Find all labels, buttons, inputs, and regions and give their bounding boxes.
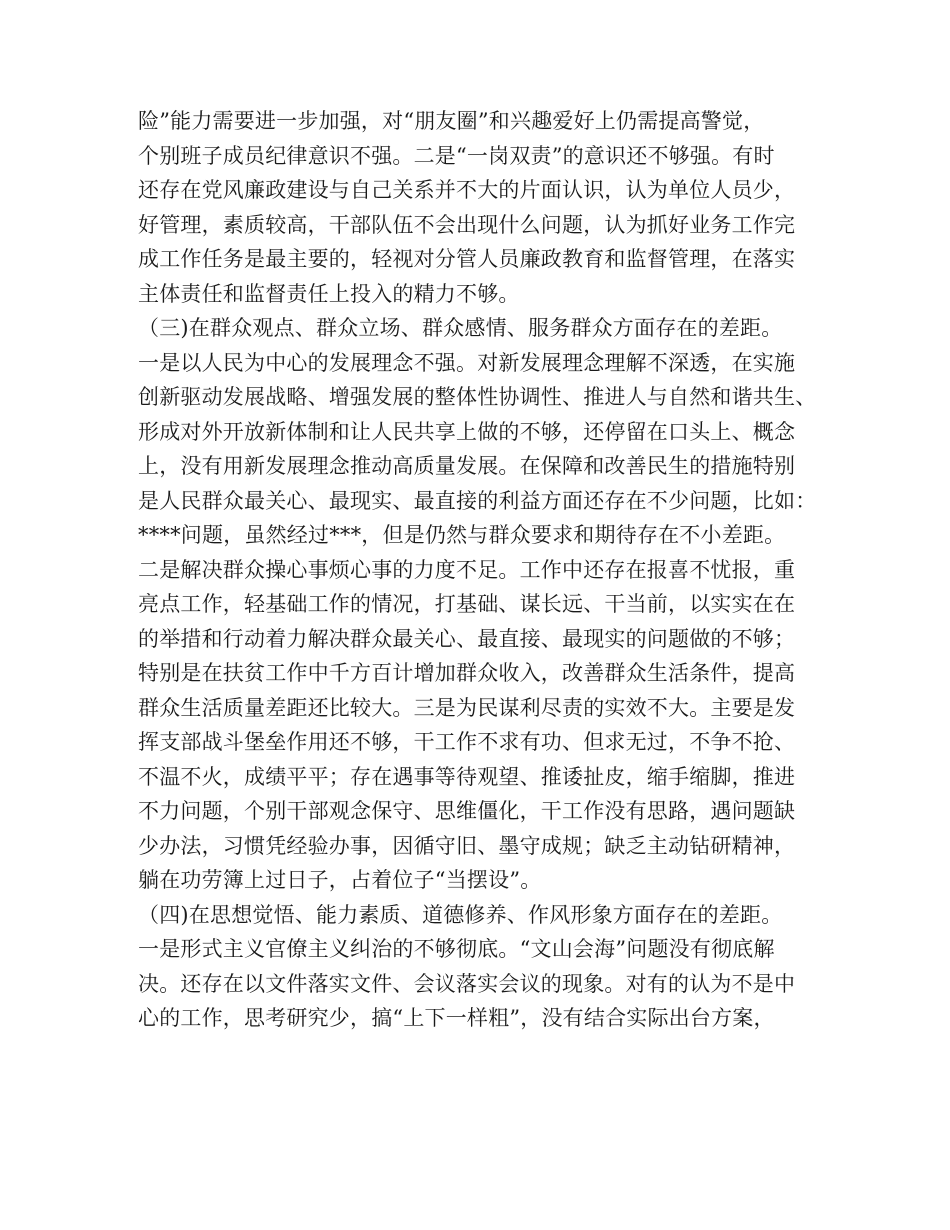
text-line: 二是解决群众操心事烦心事的力度不足。工作中还存在报喜不忧报，重 xyxy=(138,557,796,582)
text-line: 躺在功劳簿上过日子，占着位子“当摆设”。 xyxy=(138,868,542,892)
text-line: 心的工作，思考研究少，搞“上下一样粗”，没有结合实际出台方案， xyxy=(138,1006,775,1030)
text-line: 的举措和行动着力解决群众最关心、最直接、最现实的问题做的不够； xyxy=(138,626,796,651)
text-line: 成工作任务是最主要的，轻视对分管人员廉政教育和监督管理，在落实 xyxy=(138,247,796,271)
text-line: 好管理，素质较高，干部队伍不会出现什么问题，认为抓好业务工作完 xyxy=(138,212,796,237)
text-line: 险”能力需要进一步加强，对“朋友圈”和兴趣爱好上仍需提高警觉， xyxy=(138,109,765,133)
section-heading: （三)在群众观点、群众立场、群众感情、服务群众方面存在的差距。 xyxy=(138,316,783,340)
text-line: 亮点工作，轻基础工作的情况，打基础、谋长远、干当前，以实实在在 xyxy=(138,592,796,616)
text-line: 群众生活质量差距还比较大。三是为民谋利尽责的实效不大。主要是发 xyxy=(138,695,796,720)
text-line: 挥支部战斗堡垒作用还不够，干工作不求有功、但求无过，不争不抢、 xyxy=(138,730,796,754)
text-line: 一是形式主义官僚主义纠治的不够彻底。“文山会海”问题没有彻底解 xyxy=(138,937,775,961)
text-line: 主体责任和监督责任上投入的精力不够。 xyxy=(138,281,520,306)
text-line: 是人民群众最关心、最现实、最直接的利益方面还存在不少问题，比如： xyxy=(138,488,817,513)
text-line: 形成对外开放新体制和让人民共享上做的不够，还停留在口头上、概念 xyxy=(138,419,796,444)
text-line: 创新驱动发展战略、增强发展的整体性协调性、推进人与自然和谐共生、 xyxy=(138,385,817,409)
text-line: 特别是在扶贫工作中千方百计增加群众收入，改善群众生活条件，提高 xyxy=(138,661,796,685)
text-line: 不力问题，个别干部观念保守、思维僵化，干工作没有思路，遇问题缺 xyxy=(138,799,796,823)
text-line: ****问题，虽然经过***，但是仍然与群众要求和期待存在不小差距。 xyxy=(138,523,786,547)
text-line: 不温不火，成绩平平；存在遇事等待观望、推诿扯皮，缩手缩脚，推进 xyxy=(138,764,796,789)
text-line: 个别班子成员纪律意识不强。二是“一岗双责”的意识还不够强。有时 xyxy=(138,143,775,168)
text-line: 还存在党风廉政建设与自己关系并不大的片面认识，认为单位人员少， xyxy=(138,178,796,202)
document-body xyxy=(138,104,838,1036)
text-line: 一是以人民为中心的发展理念不强。对新发展理念理解不深透，在实施 xyxy=(138,350,796,375)
text-line: 上，没有用新发展理念推动高质量发展。在保障和改善民生的措施特别 xyxy=(138,454,796,478)
text-line: 决。还存在以文件落实文件、会议落实会议的现象。对有的认为不是中 xyxy=(138,971,796,996)
section-heading: （四)在思想觉悟、能力素质、道德修养、作风形象方面存在的差距。 xyxy=(138,902,783,927)
text-line: 少办法，习惯凭经验办事，因循守旧、墨守成规；缺乏主动钻研精神， xyxy=(138,833,796,858)
